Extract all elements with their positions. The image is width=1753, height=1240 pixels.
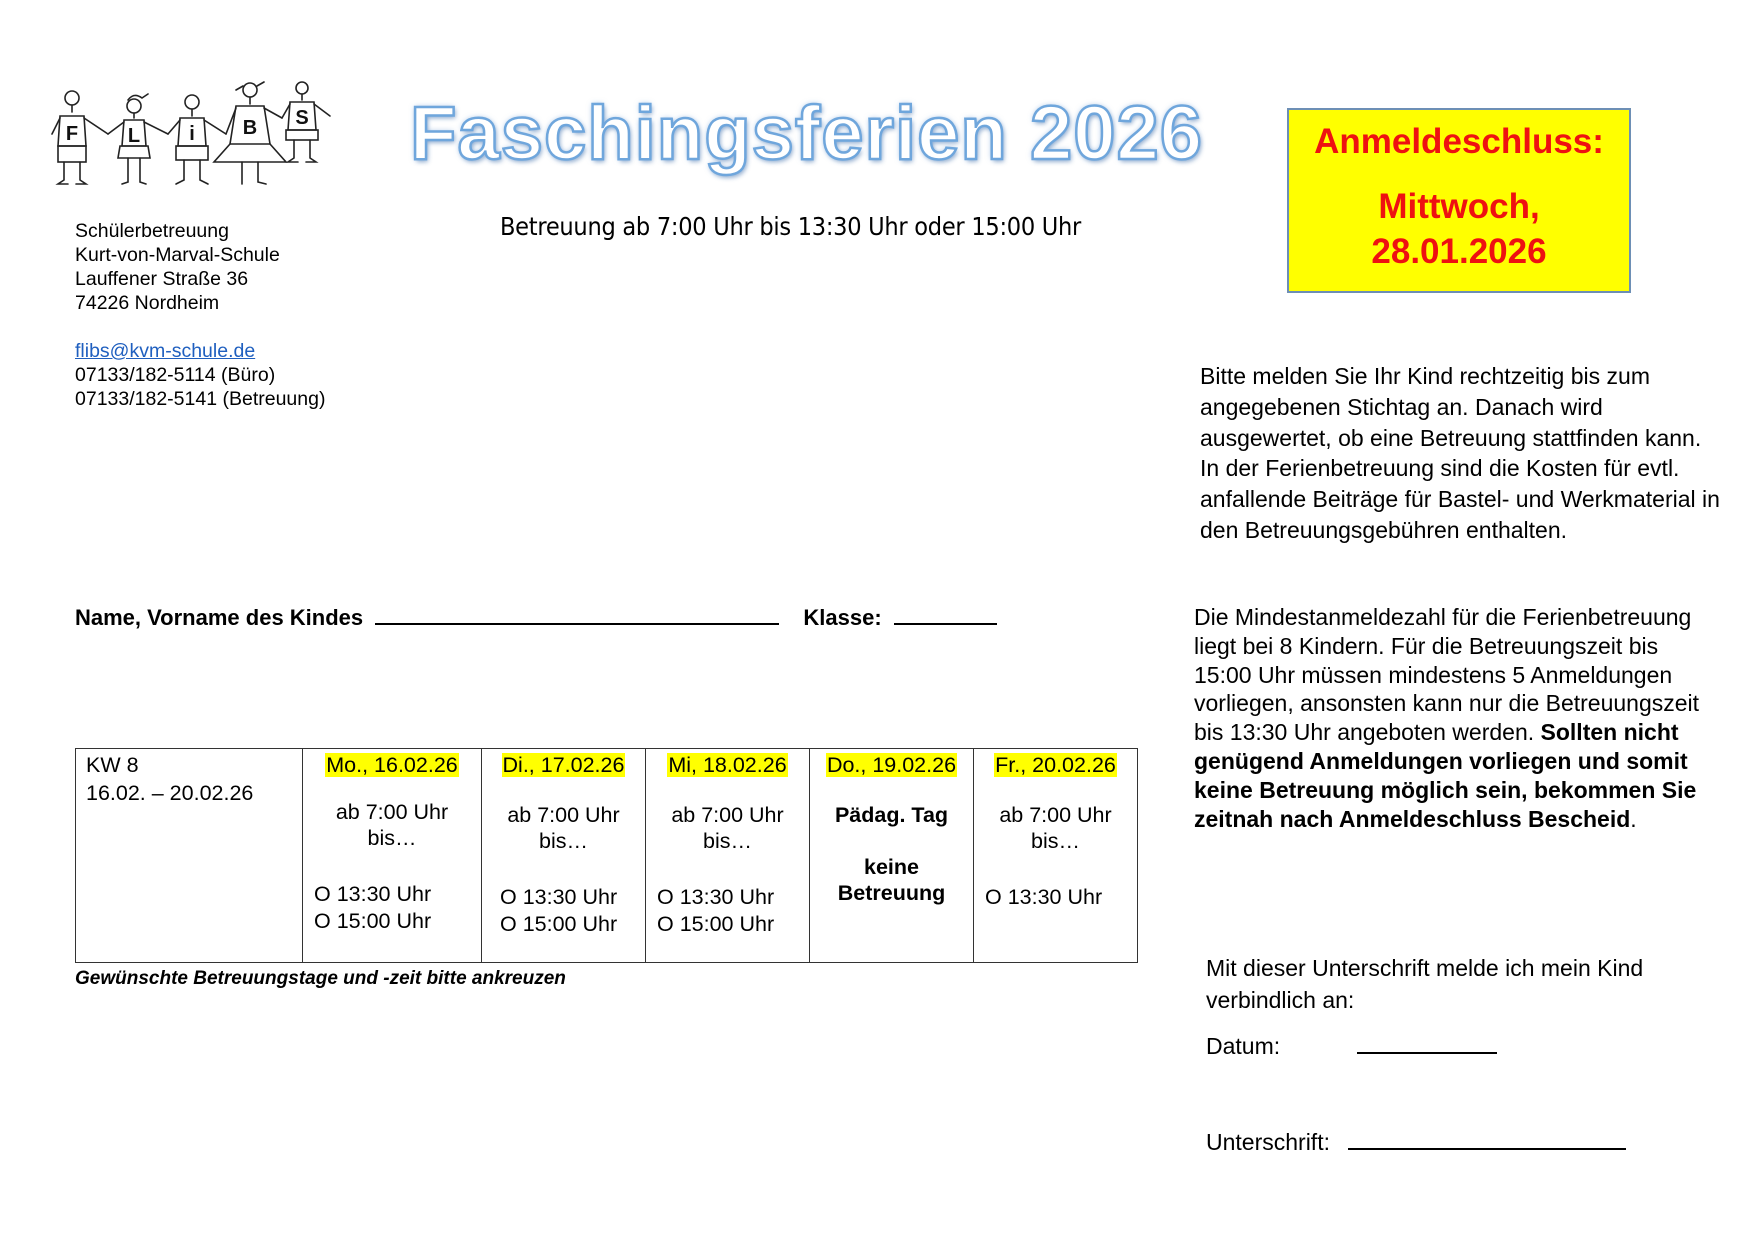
day-cell-wednesday[interactable] (646, 749, 810, 963)
schedule-table (75, 748, 1138, 963)
logo-letter-s: S (295, 107, 309, 129)
start-time: ab 7:00 Uhr (999, 803, 1112, 827)
until-label: bis… (367, 826, 417, 850)
deadline-date: 28.01.2026 (1371, 232, 1547, 271)
page-title: Faschingsferien 2026 (410, 91, 1204, 176)
phone-care: 07133/182-5141 (Betreuung) (75, 388, 326, 410)
child-name-field[interactable] (375, 603, 779, 625)
option-1330[interactable]: O 13:30 Uhr (985, 885, 1103, 909)
address-line: Lauffener Straße 36 (75, 268, 249, 290)
minimum-warning: Sollten nicht genügend Anmeldungen vorliegen und somit keine Betreuung möglich sein, bekommen Sie zeitnah nach Anmeldeschluss Bescheid (1194, 719, 1697, 832)
start-time: ab 7:00 Uhr (671, 803, 784, 827)
day-date: Fr., 20.02.26 (995, 753, 1116, 777)
signature-label: Unterschrift: (1206, 1129, 1330, 1155)
until-label: bis… (539, 829, 588, 853)
option-1330[interactable]: O 13:30 Uhr (657, 885, 775, 909)
day-cell-friday[interactable] (974, 749, 1138, 963)
option-1330[interactable]: O 13:30 Uhr (500, 885, 618, 909)
address-block (75, 219, 325, 411)
week-range: 16.02. – 20.02.26 (86, 781, 254, 805)
minimum-text: Die Mindestanmeldezahl für die Ferienbetreuung liegt bei 8 Kindern. Für die Betreuungszeit bis 15:00 Uhr müssen mindestens 5 Anmeldungen vorliegen, ansonsten kann nur die Betreuungszeit bis 13:30 Uhr angeboten werden. (1194, 604, 1700, 746)
until-label: bis… (703, 829, 752, 853)
phone-office: 07133/182-5114 (Büro) (75, 364, 276, 386)
address-line: Schülerbetreuung (75, 220, 229, 242)
deadline-label: Anmeldeschluss: (1314, 122, 1604, 161)
date-field[interactable] (1357, 1030, 1497, 1054)
info-paragraph-registration: Bitte melden Sie Ihr Kind rechtzeitig bis zum angegebenen Stichtag an. Danach wird ausgewertet, ob eine Betreuung stattfinden kann. In der Ferienbetreuung sind die Kosten für evtl. anfallende Beiträge für Bastel- und Werkmaterial in den Betreuungsgebühren enthalten. (1200, 363, 1720, 543)
info-paragraph-minimum (1194, 603, 1714, 833)
day-date: Mo., 16.02.26 (326, 753, 458, 777)
flibs-logo (50, 76, 372, 191)
logo-letter-i: i (189, 123, 195, 145)
deadline-weekday: Mittwoch, (1378, 187, 1540, 226)
no-care-label: keine (864, 855, 919, 879)
signature-block (1206, 952, 1706, 1158)
day-date: Mi, 18.02.26 (668, 753, 787, 777)
week-label: KW 8 (86, 753, 139, 777)
until-label: bis… (1031, 829, 1080, 853)
logo-letter-l: L (127, 125, 141, 147)
child-name-row (75, 603, 997, 631)
class-label: Klasse: (803, 605, 882, 630)
pedagogical-day-label: Pädag. Tag (834, 803, 949, 827)
option-1500[interactable]: O 15:00 Uhr (314, 909, 432, 933)
minimum-end: . (1630, 805, 1637, 832)
signature-field[interactable] (1348, 1126, 1626, 1150)
table-caption: Gewünschte Betreuungstage und -zeit bitte ankreuzen (75, 968, 566, 989)
day-cell-tuesday[interactable] (482, 749, 646, 963)
address-line: 74226 Nordheim (75, 292, 220, 314)
subtitle: Betreuung ab 7:00 Uhr bis 13:30 Uhr oder 15:00 Uhr (500, 212, 1082, 241)
class-field[interactable] (894, 603, 997, 625)
week-cell (76, 749, 303, 963)
email-link[interactable]: flibs@kvm-schule.de (75, 340, 256, 362)
day-cell-thursday (810, 749, 974, 963)
option-1330[interactable]: O 13:30 Uhr (314, 882, 432, 906)
logo-letter-b: B (242, 117, 258, 139)
day-date: Di., 17.02.26 (502, 753, 625, 777)
start-time: ab 7:00 Uhr (507, 803, 620, 827)
child-name-label: Name, Vorname des Kindes (75, 605, 364, 630)
table-row (76, 749, 1138, 963)
option-1500[interactable]: O 15:00 Uhr (657, 912, 775, 936)
address-line: Kurt-von-Marval-Schule (75, 244, 280, 266)
deadline-box (1287, 108, 1631, 293)
date-label: Datum: (1206, 1033, 1281, 1059)
start-time: ab 7:00 Uhr (335, 800, 449, 824)
day-cell-monday[interactable] (303, 749, 482, 963)
logo-letter-f: F (65, 123, 79, 145)
signature-intro: Mit dieser Unterschrift melde ich mein Kind verbindlich an: (1206, 955, 1644, 1013)
day-date: Do., 19.02.26 (826, 753, 957, 777)
no-care-label-2: Betreuung (837, 881, 946, 905)
option-1500[interactable]: O 15:00 Uhr (500, 912, 618, 936)
